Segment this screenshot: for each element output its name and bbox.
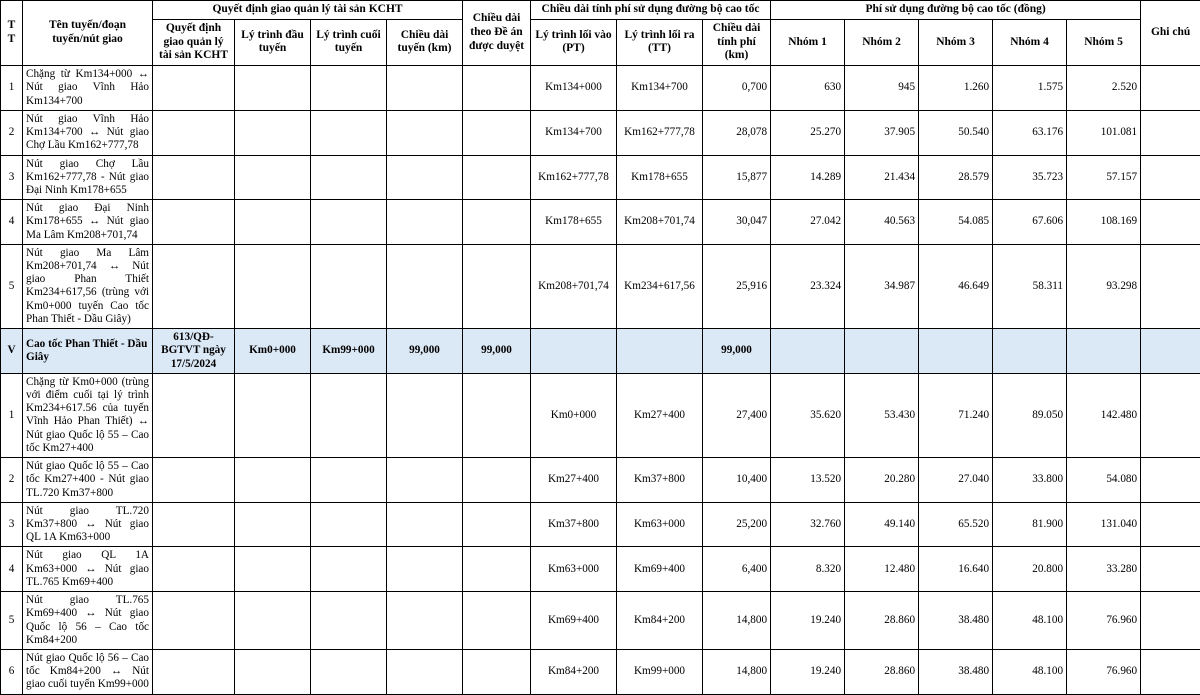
cell-fee-group-1: 35.620 (771, 373, 845, 457)
cell-fee-group-4: 35.723 (993, 155, 1067, 200)
cell-fee-length: 14,800 (703, 649, 771, 694)
cell-tt: 6 (1, 649, 23, 694)
cell-length (387, 592, 463, 650)
col-header-group-1: Nhóm 1 (771, 19, 845, 65)
cell-exit: Km234+617,56 (617, 244, 703, 328)
cell-note (1141, 502, 1200, 547)
cell-fee-group-2 (845, 329, 919, 374)
group-header-fee-length: Chiều dài tính phí sử dụng đường bộ cao tốc (531, 1, 771, 20)
cell-fee-group-2: 34.987 (845, 244, 919, 328)
cell-end (311, 649, 387, 694)
cell-start (235, 373, 311, 457)
col-header-approved-length: Chiều dài theo Đề án được duyệt (463, 1, 531, 66)
cell-fee-length: 99,000 (703, 329, 771, 374)
cell-tt: 1 (1, 66, 23, 111)
cell-fee-group-3: 38.480 (919, 649, 993, 694)
cell-fee-group-3: 71.240 (919, 373, 993, 457)
cell-fee-group-2: 20.280 (845, 458, 919, 503)
cell-fee-group-5: 2.520 (1067, 66, 1141, 111)
cell-start (235, 66, 311, 111)
table-row (1, 592, 1200, 650)
cell-decision (153, 66, 235, 111)
cell-length (387, 547, 463, 592)
cell-fee-group-3: 27.040 (919, 458, 993, 503)
table-row (1, 502, 1200, 547)
cell-fee-group-2: 53.430 (845, 373, 919, 457)
cell-fee-group-2: 945 (845, 66, 919, 111)
cell-route-name: Nút giao Đại Ninh Km178+655 ↔ Nút giao Ma Lâm Km208+701,74 (23, 200, 153, 245)
cell-entry: Km27+400 (531, 458, 617, 503)
cell-fee-group-1: 630 (771, 66, 845, 111)
table-row (1, 547, 1200, 592)
cell-fee-group-3: 50.540 (919, 110, 993, 155)
col-header-exit: Lý trình lối ra (TT) (617, 19, 703, 65)
cell-note (1141, 110, 1200, 155)
cell-route-name: Cao tốc Phan Thiết - Dầu Giây (23, 329, 153, 374)
cell-route-name: Nút giao Chợ Lầu Km162+777,78 - Nút giao Đại Ninh Km178+655 (23, 155, 153, 200)
cell-length (387, 502, 463, 547)
cell-note (1141, 649, 1200, 694)
cell-fee-group-4: 58.311 (993, 244, 1067, 328)
cell-fee-group-3: 38.480 (919, 592, 993, 650)
cell-approved-length (463, 592, 531, 650)
cell-tt: V (1, 329, 23, 374)
cell-end (311, 373, 387, 457)
col-header-group-2: Nhóm 2 (845, 19, 919, 65)
cell-approved-length (463, 155, 531, 200)
cell-entry: Km178+655 (531, 200, 617, 245)
cell-note (1141, 200, 1200, 245)
cell-entry: Km162+777,78 (531, 155, 617, 200)
cell-entry: Km0+000 (531, 373, 617, 457)
cell-exit: Km99+000 (617, 649, 703, 694)
cell-fee-group-5: 33.280 (1067, 547, 1141, 592)
group-header-decision: Quyết định giao quản lý tài sản KCHT (153, 1, 463, 20)
cell-length (387, 458, 463, 503)
group-header-fee: Phí sử dụng đường bộ cao tốc (đồng) (771, 1, 1141, 20)
cell-fee-group-4: 67.606 (993, 200, 1067, 245)
cell-exit: Km208+701,74 (617, 200, 703, 245)
cell-approved-length (463, 649, 531, 694)
cell-exit: Km63+000 (617, 502, 703, 547)
cell-fee-length: 28,078 (703, 110, 771, 155)
cell-start (235, 110, 311, 155)
table-row (1, 66, 1200, 111)
cell-fee-group-4: 1.575 (993, 66, 1067, 111)
cell-fee-length: 14,800 (703, 592, 771, 650)
cell-exit: Km84+200 (617, 592, 703, 650)
col-header-start: Lý trình đầu tuyến (235, 19, 311, 65)
cell-fee-group-1: 19.240 (771, 649, 845, 694)
cell-end: Km99+000 (311, 329, 387, 374)
cell-fee-group-5: 54.080 (1067, 458, 1141, 503)
cell-end (311, 110, 387, 155)
table-header (1, 1, 1200, 66)
cell-exit (617, 329, 703, 374)
cell-length (387, 110, 463, 155)
table-row (1, 649, 1200, 694)
cell-start (235, 547, 311, 592)
cell-length (387, 200, 463, 245)
cell-fee-length: 27,400 (703, 373, 771, 457)
cell-exit: Km37+800 (617, 458, 703, 503)
cell-fee-group-3: 28.579 (919, 155, 993, 200)
cell-start: Km0+000 (235, 329, 311, 374)
cell-exit: Km178+655 (617, 155, 703, 200)
col-header-group-4: Nhóm 4 (993, 19, 1067, 65)
cell-note (1141, 458, 1200, 503)
cell-end (311, 244, 387, 328)
cell-route-name: Nút giao Ma Lâm Km208+701,74 ↔ Nút giao Phan Thiết Km234+617,56 (trùng với Km0+000 tuyến Cao tốc Phan Thiết - Dầu Giây) (23, 244, 153, 328)
cell-fee-group-5: 142.480 (1067, 373, 1141, 457)
cell-fee-length: 0,700 (703, 66, 771, 111)
cell-fee-group-3: 65.520 (919, 502, 993, 547)
cell-note (1141, 547, 1200, 592)
cell-route-name: Nút giao Quốc lộ 56 – Cao tốc Km84+200 ↔ Nút giao cuối tuyến Km99+000 (23, 649, 153, 694)
cell-entry: Km84+200 (531, 649, 617, 694)
cell-entry: Km63+000 (531, 547, 617, 592)
cell-approved-length (463, 547, 531, 592)
cell-fee-group-2: 28.860 (845, 649, 919, 694)
cell-fee-group-2: 49.140 (845, 502, 919, 547)
table-row (1, 373, 1200, 457)
cell-tt: 1 (1, 373, 23, 457)
cell-fee-group-2: 37.905 (845, 110, 919, 155)
table-row (1, 458, 1200, 503)
cell-fee-group-5: 57.157 (1067, 155, 1141, 200)
cell-route-name: Nút giao Vĩnh Hảo Km134+700 ↔ Nút giao Chợ Lầu Km162+777,78 (23, 110, 153, 155)
cell-fee-group-4: 33.800 (993, 458, 1067, 503)
cell-decision (153, 502, 235, 547)
cell-fee-group-5: 76.960 (1067, 649, 1141, 694)
cell-fee-length: 25,200 (703, 502, 771, 547)
cell-note (1141, 244, 1200, 328)
cell-fee-group-1: 23.324 (771, 244, 845, 328)
header-row-groups (1, 1, 1200, 20)
table-row (1, 155, 1200, 200)
cell-fee-group-4: 48.100 (993, 592, 1067, 650)
cell-fee-group-4: 63.176 (993, 110, 1067, 155)
cell-note (1141, 592, 1200, 650)
cell-end (311, 155, 387, 200)
cell-start (235, 458, 311, 503)
cell-exit: Km162+777,78 (617, 110, 703, 155)
cell-fee-group-3: 46.649 (919, 244, 993, 328)
cell-tt: 3 (1, 155, 23, 200)
cell-start (235, 592, 311, 650)
cell-fee-group-2: 21.434 (845, 155, 919, 200)
cell-fee-group-3: 54.085 (919, 200, 993, 245)
cell-fee-group-5 (1067, 329, 1141, 374)
cell-fee-group-2: 28.860 (845, 592, 919, 650)
cell-start (235, 244, 311, 328)
table-row (1, 244, 1200, 328)
cell-length (387, 155, 463, 200)
cell-exit: Km69+400 (617, 547, 703, 592)
cell-entry: Km37+800 (531, 502, 617, 547)
cell-tt: 3 (1, 502, 23, 547)
table-row-section (1, 329, 1200, 374)
cell-note (1141, 329, 1200, 374)
cell-exit: Km27+400 (617, 373, 703, 457)
cell-length (387, 373, 463, 457)
cell-fee-group-3: 1.260 (919, 66, 993, 111)
cell-fee-group-2: 12.480 (845, 547, 919, 592)
cell-decision (153, 373, 235, 457)
table-row (1, 200, 1200, 245)
cell-tt: 5 (1, 244, 23, 328)
cell-approved-length (463, 502, 531, 547)
cell-fee-group-3: 16.640 (919, 547, 993, 592)
cell-fee-group-1: 8.320 (771, 547, 845, 592)
col-header-end: Lý trình cuối tuyến (311, 19, 387, 65)
header-row-columns (1, 19, 1200, 65)
table-row (1, 110, 1200, 155)
cell-fee-group-1: 32.760 (771, 502, 845, 547)
cell-fee-length: 15,877 (703, 155, 771, 200)
cell-approved-length: 99,000 (463, 329, 531, 374)
cell-entry (531, 329, 617, 374)
cell-tt: 4 (1, 547, 23, 592)
cell-note (1141, 66, 1200, 111)
cell-fee-group-1: 13.520 (771, 458, 845, 503)
cell-fee-length: 10,400 (703, 458, 771, 503)
cell-start (235, 155, 311, 200)
cell-length (387, 649, 463, 694)
cell-fee-length: 30,047 (703, 200, 771, 245)
cell-approved-length (463, 458, 531, 503)
cell-approved-length (463, 110, 531, 155)
cell-route-name: Nút giao TL.765 Km69+400 ↔ Nút giao Quốc lộ 56 – Cao tốc Km84+200 (23, 592, 153, 650)
cell-entry: Km134+000 (531, 66, 617, 111)
cell-fee-group-5: 131.040 (1067, 502, 1141, 547)
cell-entry: Km208+701,74 (531, 244, 617, 328)
cell-route-name: Nút giao Quốc lộ 55 – Cao tốc Km27+400 - Nút giao TL.720 Km37+800 (23, 458, 153, 503)
cell-length: 99,000 (387, 329, 463, 374)
cell-approved-length (463, 373, 531, 457)
cell-tt: 2 (1, 458, 23, 503)
cell-end (311, 502, 387, 547)
cell-fee-group-4: 48.100 (993, 649, 1067, 694)
cell-end (311, 200, 387, 245)
cell-entry: Km69+400 (531, 592, 617, 650)
cell-decision (153, 244, 235, 328)
cell-decision (153, 547, 235, 592)
cell-route-name: Nút giao TL.720 Km37+800 ↔ Nút giao QL 1A Km63+000 (23, 502, 153, 547)
cell-fee-group-5: 76.960 (1067, 592, 1141, 650)
col-header-length: Chiều dài tuyến (km) (387, 19, 463, 65)
cell-approved-length (463, 244, 531, 328)
cell-fee-group-4: 20.800 (993, 547, 1067, 592)
table-body (1, 66, 1200, 694)
col-header-tt: TT (1, 1, 23, 66)
cell-fee-group-5: 93.298 (1067, 244, 1141, 328)
col-header-decision: Quyết định giao quản lý tài sản KCHT (153, 19, 235, 65)
cell-approved-length (463, 66, 531, 111)
cell-decision (153, 110, 235, 155)
col-header-note: Ghi chú (1141, 1, 1200, 66)
cell-fee-group-3 (919, 329, 993, 374)
cell-decision (153, 592, 235, 650)
cell-start (235, 649, 311, 694)
cell-start (235, 200, 311, 245)
cell-fee-group-5: 101.081 (1067, 110, 1141, 155)
cell-fee-length: 25,916 (703, 244, 771, 328)
cell-fee-group-4 (993, 329, 1067, 374)
cell-route-name: Chặng từ Km0+000 (trùng với điểm cuối tại lý trình Km234+617.56 của tuyến Vĩnh Hảo Phan Thiết) ↔ Nút giao Quốc lộ 55 – Cao tốc Km27+400 (23, 373, 153, 457)
cell-route-name: Chặng từ Km134+000 ↔ Nút giao Vĩnh Hảo Km134+700 (23, 66, 153, 111)
cell-entry: Km134+700 (531, 110, 617, 155)
cell-fee-group-1: 25.270 (771, 110, 845, 155)
cell-end (311, 458, 387, 503)
cell-exit: Km134+700 (617, 66, 703, 111)
col-header-entry: Lý trình lối vào (PT) (531, 19, 617, 65)
cell-note (1141, 155, 1200, 200)
cell-route-name: Nút giao QL 1A Km63+000 ↔ Nút giao TL.765 Km69+400 (23, 547, 153, 592)
col-header-route: Tên tuyến/đoạn tuyến/nút giao (23, 1, 153, 66)
cell-approved-length (463, 200, 531, 245)
cell-fee-group-2: 40.563 (845, 200, 919, 245)
cell-decision (153, 155, 235, 200)
cell-end (311, 66, 387, 111)
cell-end (311, 592, 387, 650)
cell-fee-group-1: 27.042 (771, 200, 845, 245)
cell-decision: 613/QĐ-BGTVT ngày 17/5/2024 (153, 329, 235, 374)
col-header-group-5: Nhóm 5 (1067, 19, 1141, 65)
cell-tt: 2 (1, 110, 23, 155)
cell-fee-group-5: 108.169 (1067, 200, 1141, 245)
cell-decision (153, 200, 235, 245)
col-header-group-3: Nhóm 3 (919, 19, 993, 65)
cell-fee-group-4: 89.050 (993, 373, 1067, 457)
cell-decision (153, 458, 235, 503)
cell-end (311, 547, 387, 592)
cell-start (235, 502, 311, 547)
cell-fee-group-1: 14.289 (771, 155, 845, 200)
cell-length (387, 244, 463, 328)
cell-tt: 4 (1, 200, 23, 245)
cell-length (387, 66, 463, 111)
cell-fee-group-4: 81.900 (993, 502, 1067, 547)
cell-fee-group-1: 19.240 (771, 592, 845, 650)
cell-decision (153, 649, 235, 694)
cell-fee-length: 6,400 (703, 547, 771, 592)
col-header-fee-length: Chiều dài tính phí (km) (703, 19, 771, 65)
cell-note (1141, 373, 1200, 457)
cell-fee-group-1 (771, 329, 845, 374)
cell-tt: 5 (1, 592, 23, 650)
